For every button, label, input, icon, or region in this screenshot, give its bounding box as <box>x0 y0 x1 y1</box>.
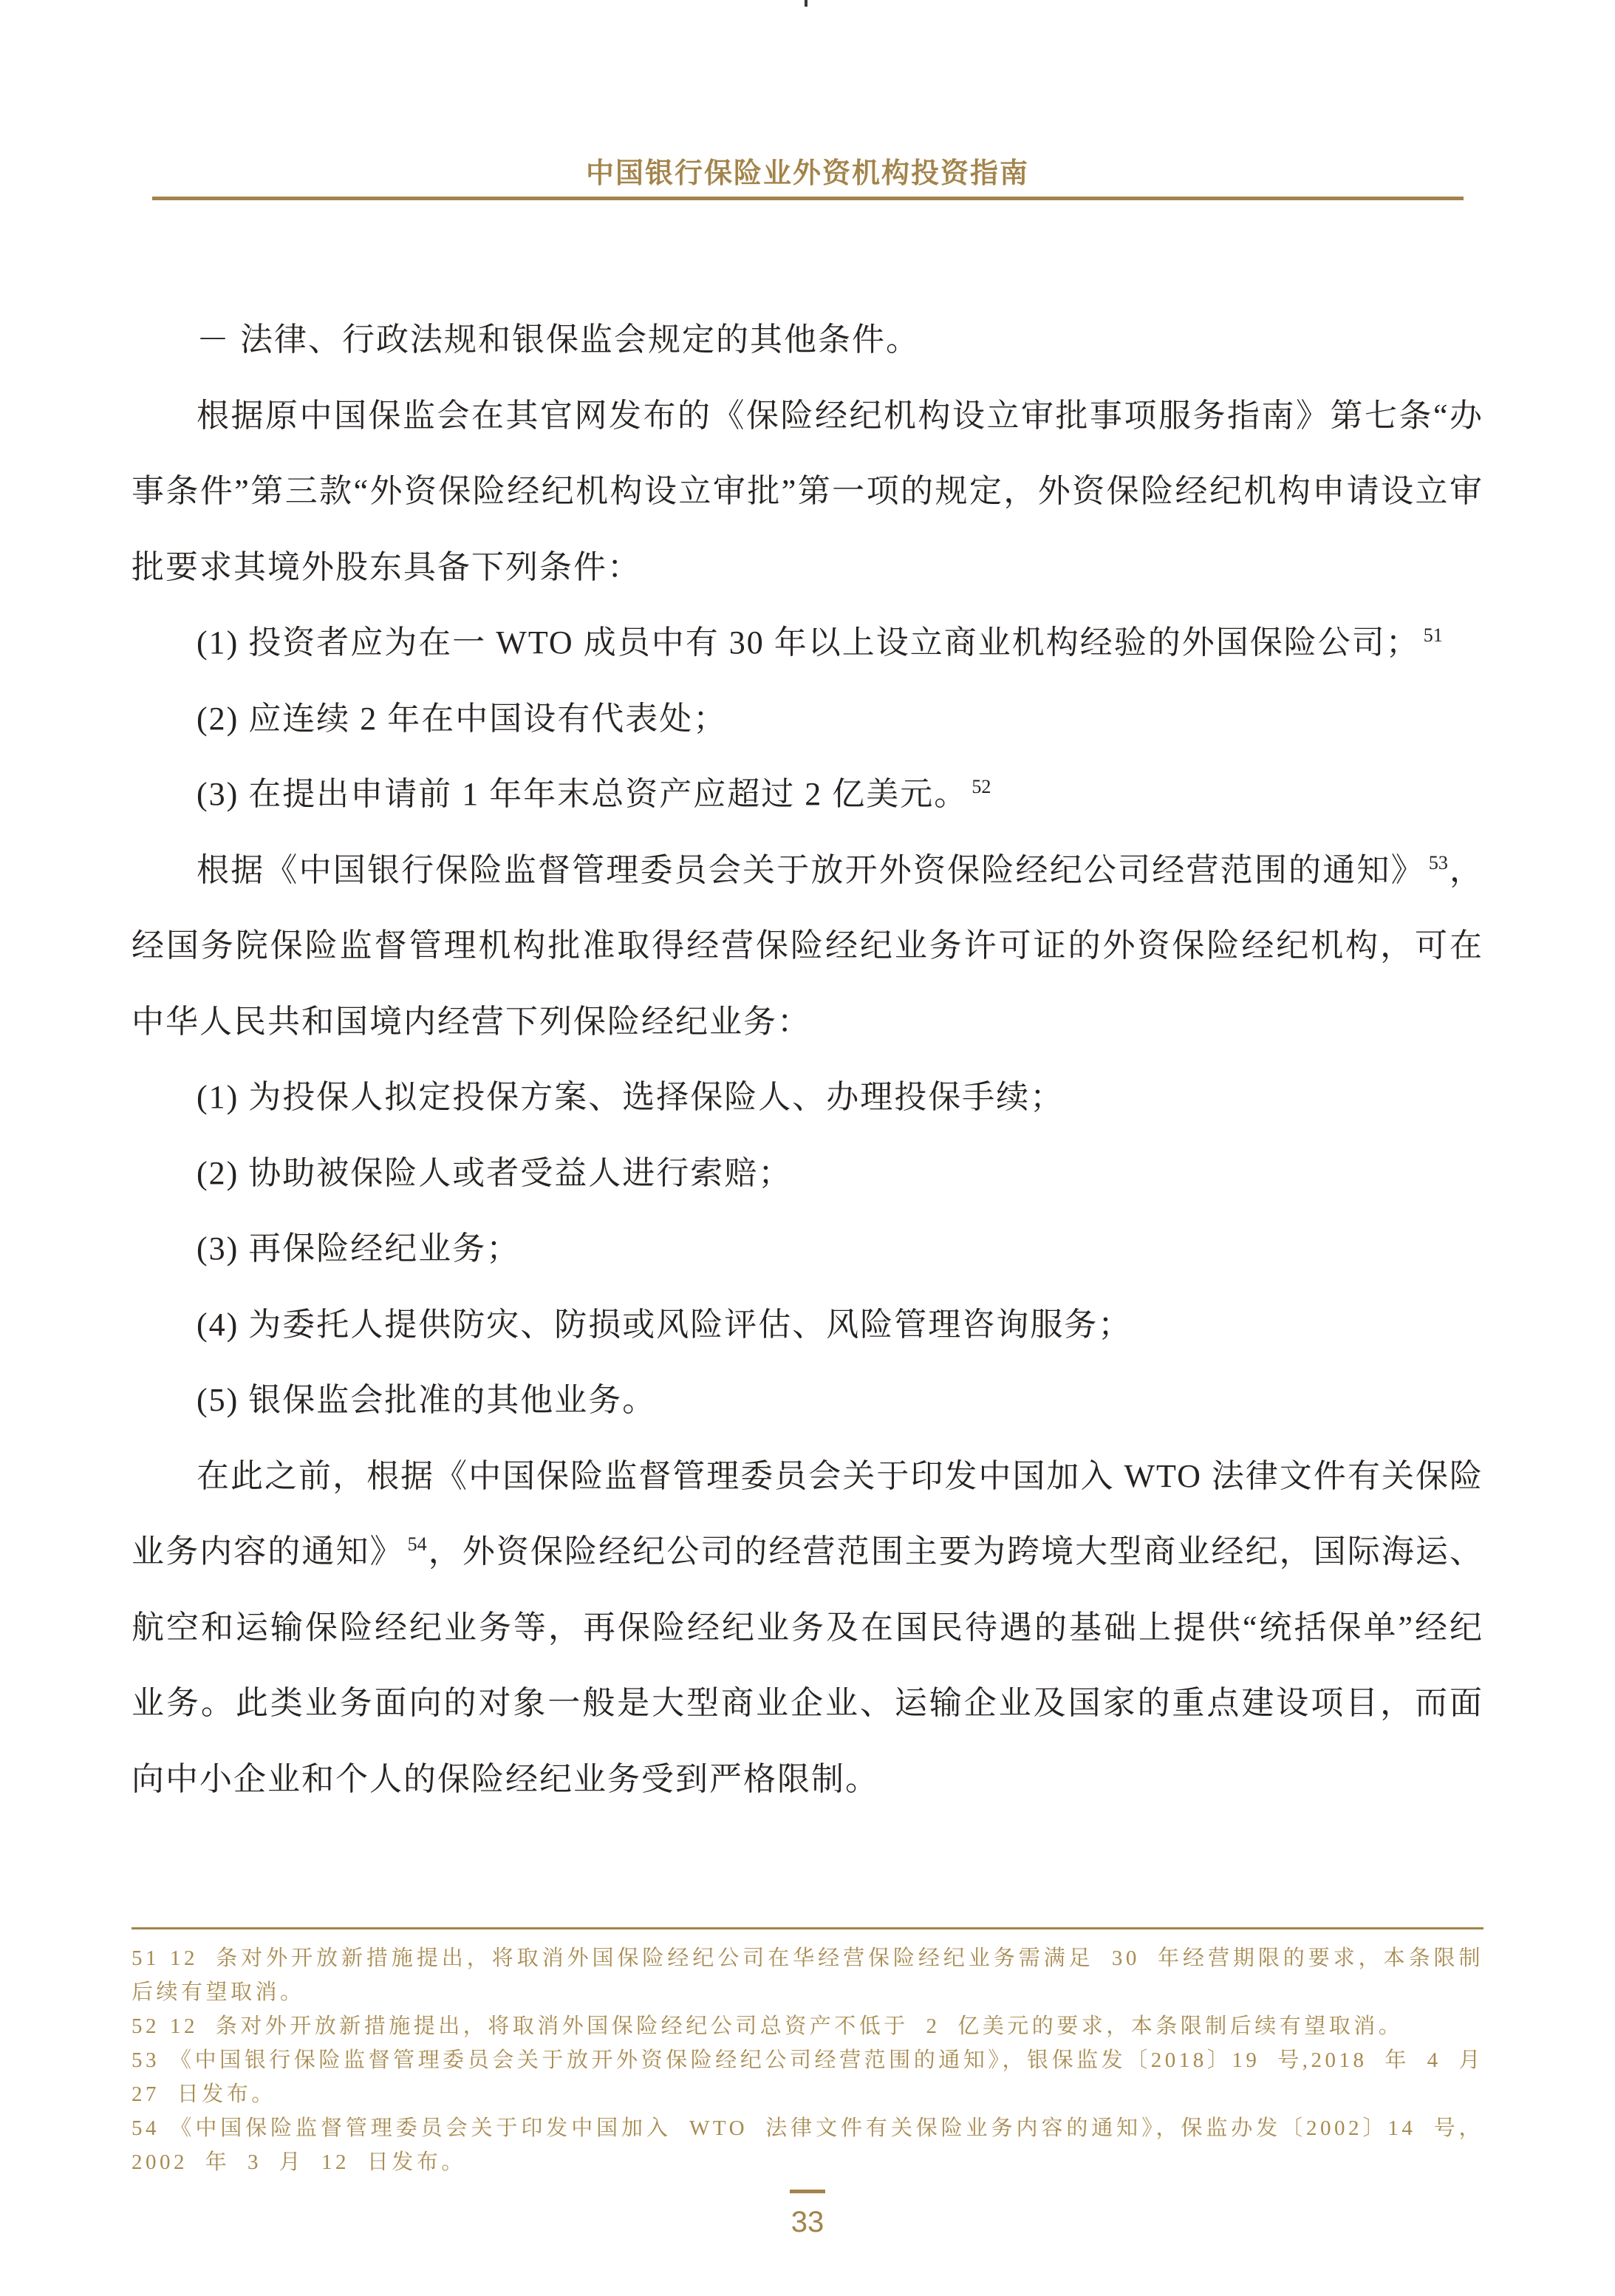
paragraph-6: 根据《中国银行保险监督管理委员会关于放开外资保险经纪公司经营范围的通知》 $^{53}$，经国务院保险监督管理机构批准取得经营保险经纪业务许可证的外资保险经纪机构，可在中华人民共和国境内经营下列保险经纪业务： <box>132 851 1484 1040</box>
footnote-ref-54: 54 <box>407 1533 427 1556</box>
page-header-title: 中国银行保险业外资机构投资指南 <box>585 158 1029 189</box>
footnote-54: 54 《中国保险监督管理委员会关于印发中国加入 WTO 法律文件有关保险业务内容的通知》，保监办发〔2002〕14 号，2002 年 3 月 12 日发布。 <box>132 2116 1483 2174</box>
paragraph-10: (4) 为委托人提供防灾、防损或风险评估、风险管理咨询服务； <box>197 1306 1133 1343</box>
paragraph-12: 在此之前，根据《中国保险监督管理委员会关于印发中国加入 WTO 法律文件有关保险业务内容的通知》 $^{54}$，外资保险经纪公司的经营范围主要为跨境大型商业经纪，国际海运、航空和运输保险经纪业务等，再保险经纪业务及在国民待遇的基础上提供“统括保单”经纪业务。此类业务面向的对象一般是大型商业企业、运输企业及国家的重点建设项目，而面向中小企业和个人的保险经纪业务受到严格限制。 <box>132 1457 1484 1797</box>
header-rule <box>152 197 1464 200</box>
paragraph-3: (1) 投资者应为在一 WTO 成员中有 30 年以上设立商业机构经验的外国保险公司； $^{51}$ <box>197 624 1443 661</box>
footnotes-section <box>132 1927 1483 2179</box>
paragraph-5: (3) 在提出申请前 1 年年末总资产应超过 2 亿美元。 $^{52}$ <box>197 776 991 812</box>
paragraph-8: (2) 协助被保险人或者受益人进行索赔； <box>197 1154 793 1191</box>
paragraph-4: (2) 应连续 2 年在中国设有代表处； <box>197 700 728 737</box>
footnote-ref-52: 52 <box>972 776 991 798</box>
page-number: 33 <box>791 2206 824 2238</box>
paragraph-7: (1) 为投保人拟定投保方案、选择保险人、办理投保手续； <box>197 1079 1065 1115</box>
footnote-number-53: 53 <box>132 2048 160 2072</box>
paragraph-11: (5) 银保监会批准的其他业务。 <box>197 1382 657 1418</box>
paragraph-1: － 法律、行政法规和银保监会规定的其他条件。 <box>197 321 920 358</box>
footnote-number-51: 51 <box>132 1946 160 1970</box>
paragraph-2: 根据原中国保监会在其官网发布的《保险经纪机构设立审批事项服务指南》第七条“办事条件”第三款“外资保险经纪机构设立审批”第一项的规定，外资保险经纪机构申请设立审批要求其境外股东具备下列条件： <box>132 397 1483 585</box>
footnote-ref-53: 53 <box>1428 851 1448 873</box>
top-edge-mark <box>805 0 808 7</box>
footnote-53: 53 《中国银行保险监督管理委员会关于放开外资保险经纪公司经营范围的通知》，银保监发〔2018〕19 号,2018 年 4 月 27 日发布。 <box>132 2048 1483 2106</box>
footer-rule <box>790 2190 825 2193</box>
footnote-51: 51 12 条对外开放新措施提出，将取消外国保险经纪公司在华经营保险经纪业务需满足 30 年经营期限的要求，本条限制后续有望取消。 <box>132 1946 1483 2004</box>
footnote-number-52: 52 <box>132 2014 160 2038</box>
footnote-52: 52 12 条对外开放新措施提出，将取消外国保险经纪公司总资产不低于 2 亿美元的要求，本条限制后续有望取消。 <box>132 2014 1404 2038</box>
footnote-ref-51: 51 <box>1423 624 1443 647</box>
document-body <box>132 302 1483 1817</box>
paragraph-9: (3) 再保险经纪业务； <box>197 1230 521 1267</box>
footnote-number-54: 54 <box>132 2116 160 2140</box>
